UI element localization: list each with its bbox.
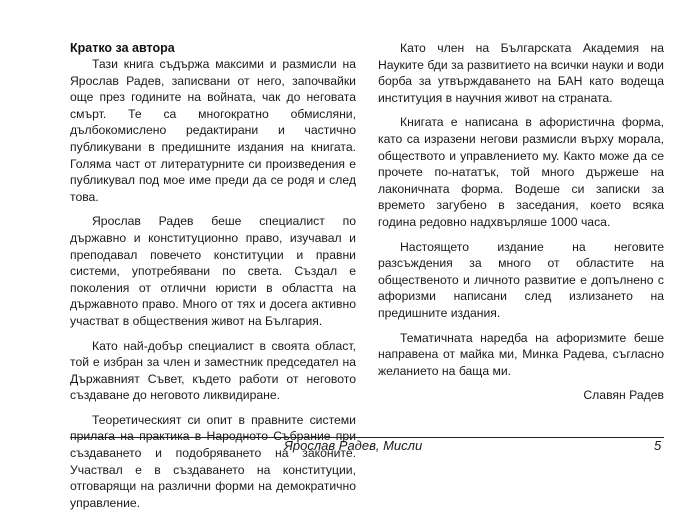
- running-footer-title: Ярослав Радев, Мисли: [284, 438, 423, 453]
- paragraph: Тази книга съдържа максими и размисли на Ярослав Радев, записвани от него, започвайки още през годините на войната, чак до неговата смърт. Те са многократно обмисляни, дълбокомислено редактирани и частично публикувани в предишните издания на книгата. Голяма част от литературните си произведения е публикувал под мое име преди да се родя и след това.: [70, 57, 356, 204]
- paragraph: Като член на Българската Академия на Науките бди за развитието на всички науки и води борба за утвърждаването на БАН като водеща институция в научния живот на страната.: [378, 41, 664, 105]
- page-number: 5: [654, 438, 662, 453]
- section-heading: Кратко за автора: [70, 41, 175, 55]
- right-column: [378, 40, 664, 412]
- signature: Славян Радев: [583, 388, 664, 403]
- paragraph: Настоящето издание на неговите разсъждения за много от областите на общественото и личното развитие е допълнено с афоризми написани след излизането на предишните издания.: [378, 239, 664, 320]
- paragraph: Като най-добър специалист в своята област, той е избран за член и заместник председател на Държавният Съвет, където работи от неговото създаване до неговото ликвидиране.: [70, 338, 356, 403]
- paragraph: Книгата е написана в афористична форма, като са изразени негови размисли върху морала, обществото и управлението му. Както може да се прочете по-нататък, той много държеше на лаконичната форма. Водеше си записки за времето загубено в заседания, което всяка година редовно надхвърляше 1000 часа.: [378, 115, 664, 229]
- paragraph: Теоретическият си опит в правните системи прилага на практика в Народното Събрание при създаването и подобряването на законите. Участвал е в създаването на конституции, отговарящи на различни форми на демократично управление.: [70, 412, 356, 510]
- paragraph: Тематичната наредба на афоризмите беше направена от майка ми, Минка Радева, съгласно желанието на баща ми.: [378, 330, 664, 378]
- paragraph: Ярослав Радев беше специалист по държавно и конституционно право, изучавал и преподавал повечето конституции и правни системи, употребявани по света. Създал е поколения от отлични юристи в областта на държавното право. Много от тях и досега активно участват в обществения живот на България.: [70, 214, 356, 328]
